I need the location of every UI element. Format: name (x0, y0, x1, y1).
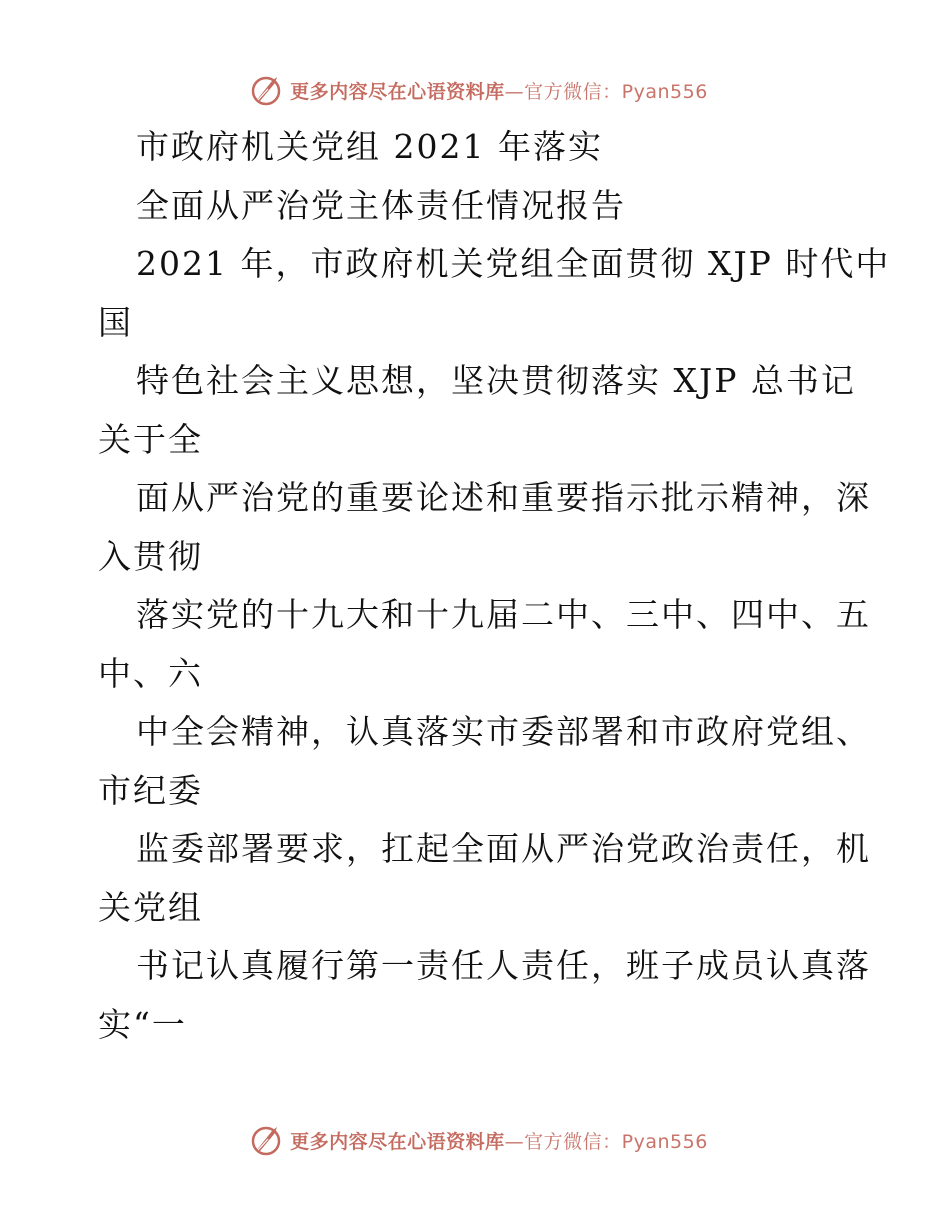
banner-content (250, 73, 708, 107)
text-line: 入贯彻 (98, 536, 203, 576)
text-line: 面从严治党的重要论述和重要指示批示精神，深 (136, 478, 871, 517)
banner-brand-text: 更多内容尽在心语资料库 (290, 80, 505, 103)
quill-pen-circle-icon (250, 73, 284, 107)
banner-text (290, 1127, 708, 1154)
text-line: 特色社会主义思想，坚决贯彻落实 XJP 总书记 (136, 361, 856, 400)
banner-wechat-text: 官方微信：Pyan556 (524, 1130, 708, 1153)
text-line: 中全会精神，认真落实市委部署和市政府党组、 (136, 712, 871, 751)
banner-wechat-text: 官方微信：Pyan556 (524, 80, 708, 103)
text-line: 书记认真履行第一责任人责任，班子成员认真落 (136, 946, 871, 985)
header-banner (0, 70, 950, 110)
banner-separator: — (504, 1130, 525, 1153)
footer-banner (0, 1120, 950, 1160)
document-body (98, 118, 891, 1054)
text-line: 实“一 (98, 1004, 187, 1044)
text-line: 中、六 (98, 653, 203, 693)
banner-separator: — (504, 80, 525, 103)
text-line: 监委部署要求，扛起全面从严治党政治责任，机 (136, 829, 871, 868)
quill-pen-circle-icon (250, 1123, 284, 1157)
text-line: 落实党的十九大和十九届二中、三中、四中、五 (136, 595, 871, 634)
text-line: 市纪委 (98, 770, 203, 810)
banner-text (290, 77, 708, 104)
text-line: 全面从严治党主体责任情况报告 (136, 185, 626, 225)
banner-brand-text: 更多内容尽在心语资料库 (290, 1130, 505, 1153)
text-line: 国 (98, 302, 133, 342)
text-line: 关于全 (98, 419, 203, 459)
text-line: 市政府机关党组 2021 年落实 (136, 127, 603, 166)
text-line: 2021 年，市政府机关党组全面贯彻 XJP 时代中 (136, 244, 891, 283)
text-line: 关党组 (98, 887, 203, 927)
banner-content (250, 1123, 708, 1157)
